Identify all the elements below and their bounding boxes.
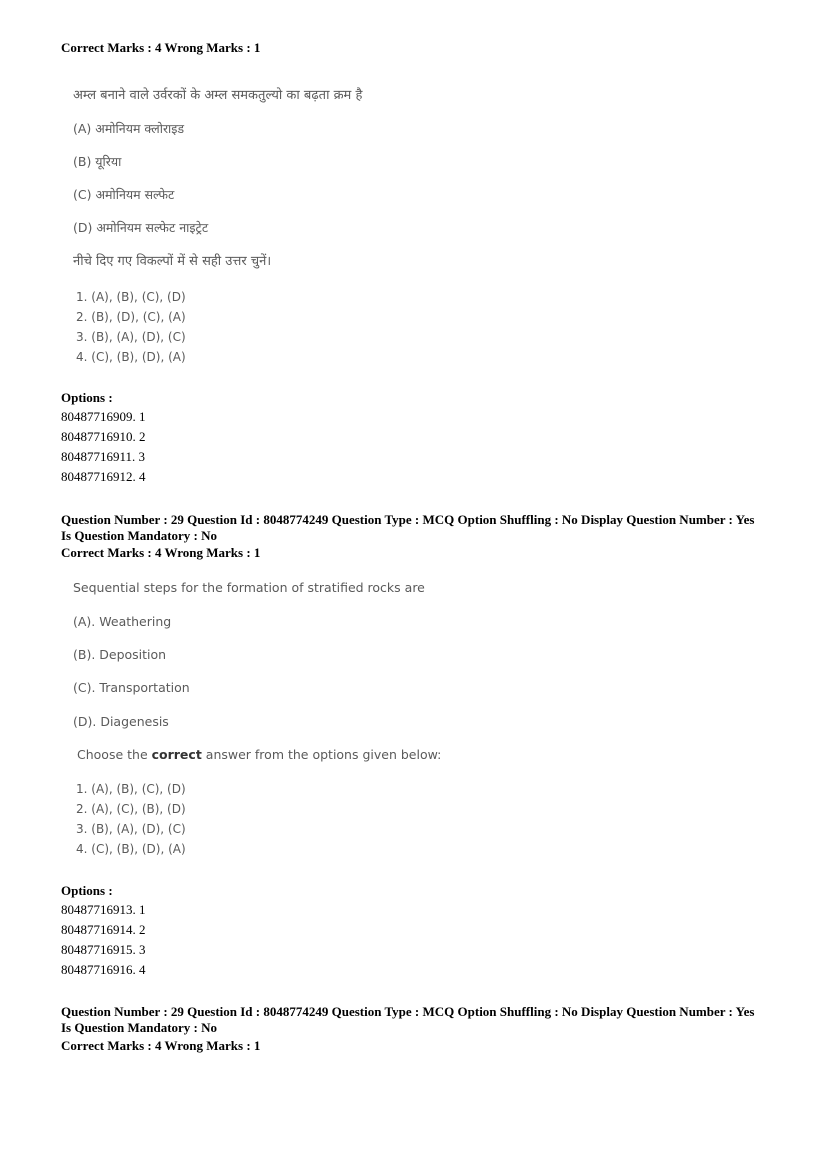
question-item: (C) अमोनियम सल्फेट <box>73 187 175 202</box>
option-item: 80487716914. 2 <box>61 922 146 937</box>
answer-choice: 1. (A), (B), (C), (D) <box>76 782 186 796</box>
question-item: (C). Transportation <box>73 680 190 695</box>
question-item: (D) अमोनियम सल्फेट नाइट्रेट <box>73 220 209 235</box>
question-header: Question Number : 29 Question Id : 8048774249 Question Type : MCQ Option Shuffling : No Display Question Number : Yes <box>61 1004 755 1019</box>
answer-choice: 3. (B), (A), (D), (C) <box>76 822 186 836</box>
marks-line: Correct Marks : 4 Wrong Marks : 1 <box>61 545 261 560</box>
instruction-end: answer from the options given below: <box>201 747 442 762</box>
question-item: (B) यूरिया <box>73 154 122 169</box>
question-item: (B). Deposition <box>73 647 167 662</box>
option-item: 80487716910. 2 <box>61 429 146 444</box>
option-item: 80487716909. 1 <box>61 409 146 424</box>
marks-line: Correct Marks : 4 Wrong Marks : 1 <box>61 40 261 55</box>
answer-choice: 2. (B), (D), (C), (A) <box>76 310 186 324</box>
question-item: (A) अमोनियम क्लोराइड <box>73 121 185 136</box>
instruction-emphasis: correct <box>151 747 202 762</box>
answer-choice: 3. (B), (A), (D), (C) <box>76 330 186 344</box>
options-label: Options : <box>61 390 113 405</box>
instruction-start: Choose the <box>77 747 152 762</box>
answer-choice: 4. (C), (B), (D), (A) <box>76 842 186 856</box>
question-instruction <box>77 747 441 763</box>
answer-choice: 4. (C), (B), (D), (A) <box>76 350 186 364</box>
question-item: (A). Weathering <box>73 614 172 629</box>
question-mandatory: Is Question Mandatory : No <box>61 528 218 543</box>
option-item: 80487716913. 1 <box>61 902 146 917</box>
option-item: 80487716916. 4 <box>61 962 146 977</box>
question-instruction: नीचे दिए गए विकल्पों में से सही उत्तर चुनें। <box>73 254 272 269</box>
marks-line: Correct Marks : 4 Wrong Marks : 1 <box>61 1038 261 1053</box>
option-item: 80487716911. 3 <box>61 449 146 464</box>
question-mandatory: Is Question Mandatory : No <box>61 1020 218 1035</box>
question-text: अम्ल बनाने वाले उर्वरकों के अम्ल समकतुल्यो का बढ़ता क्रम है <box>73 88 363 103</box>
question-item: (D). Diagenesis <box>73 714 169 729</box>
option-item: 80487716915. 3 <box>61 942 146 957</box>
answer-choice: 1. (A), (B), (C), (D) <box>76 290 186 304</box>
options-label: Options : <box>61 883 113 898</box>
option-item: 80487716912. 4 <box>61 469 146 484</box>
question-text: Sequential steps for the formation of stratified rocks are <box>73 580 425 595</box>
question-header: Question Number : 29 Question Id : 8048774249 Question Type : MCQ Option Shuffling : No Display Question Number : Yes <box>61 512 755 527</box>
answer-choice: 2. (A), (C), (B), (D) <box>76 802 186 816</box>
